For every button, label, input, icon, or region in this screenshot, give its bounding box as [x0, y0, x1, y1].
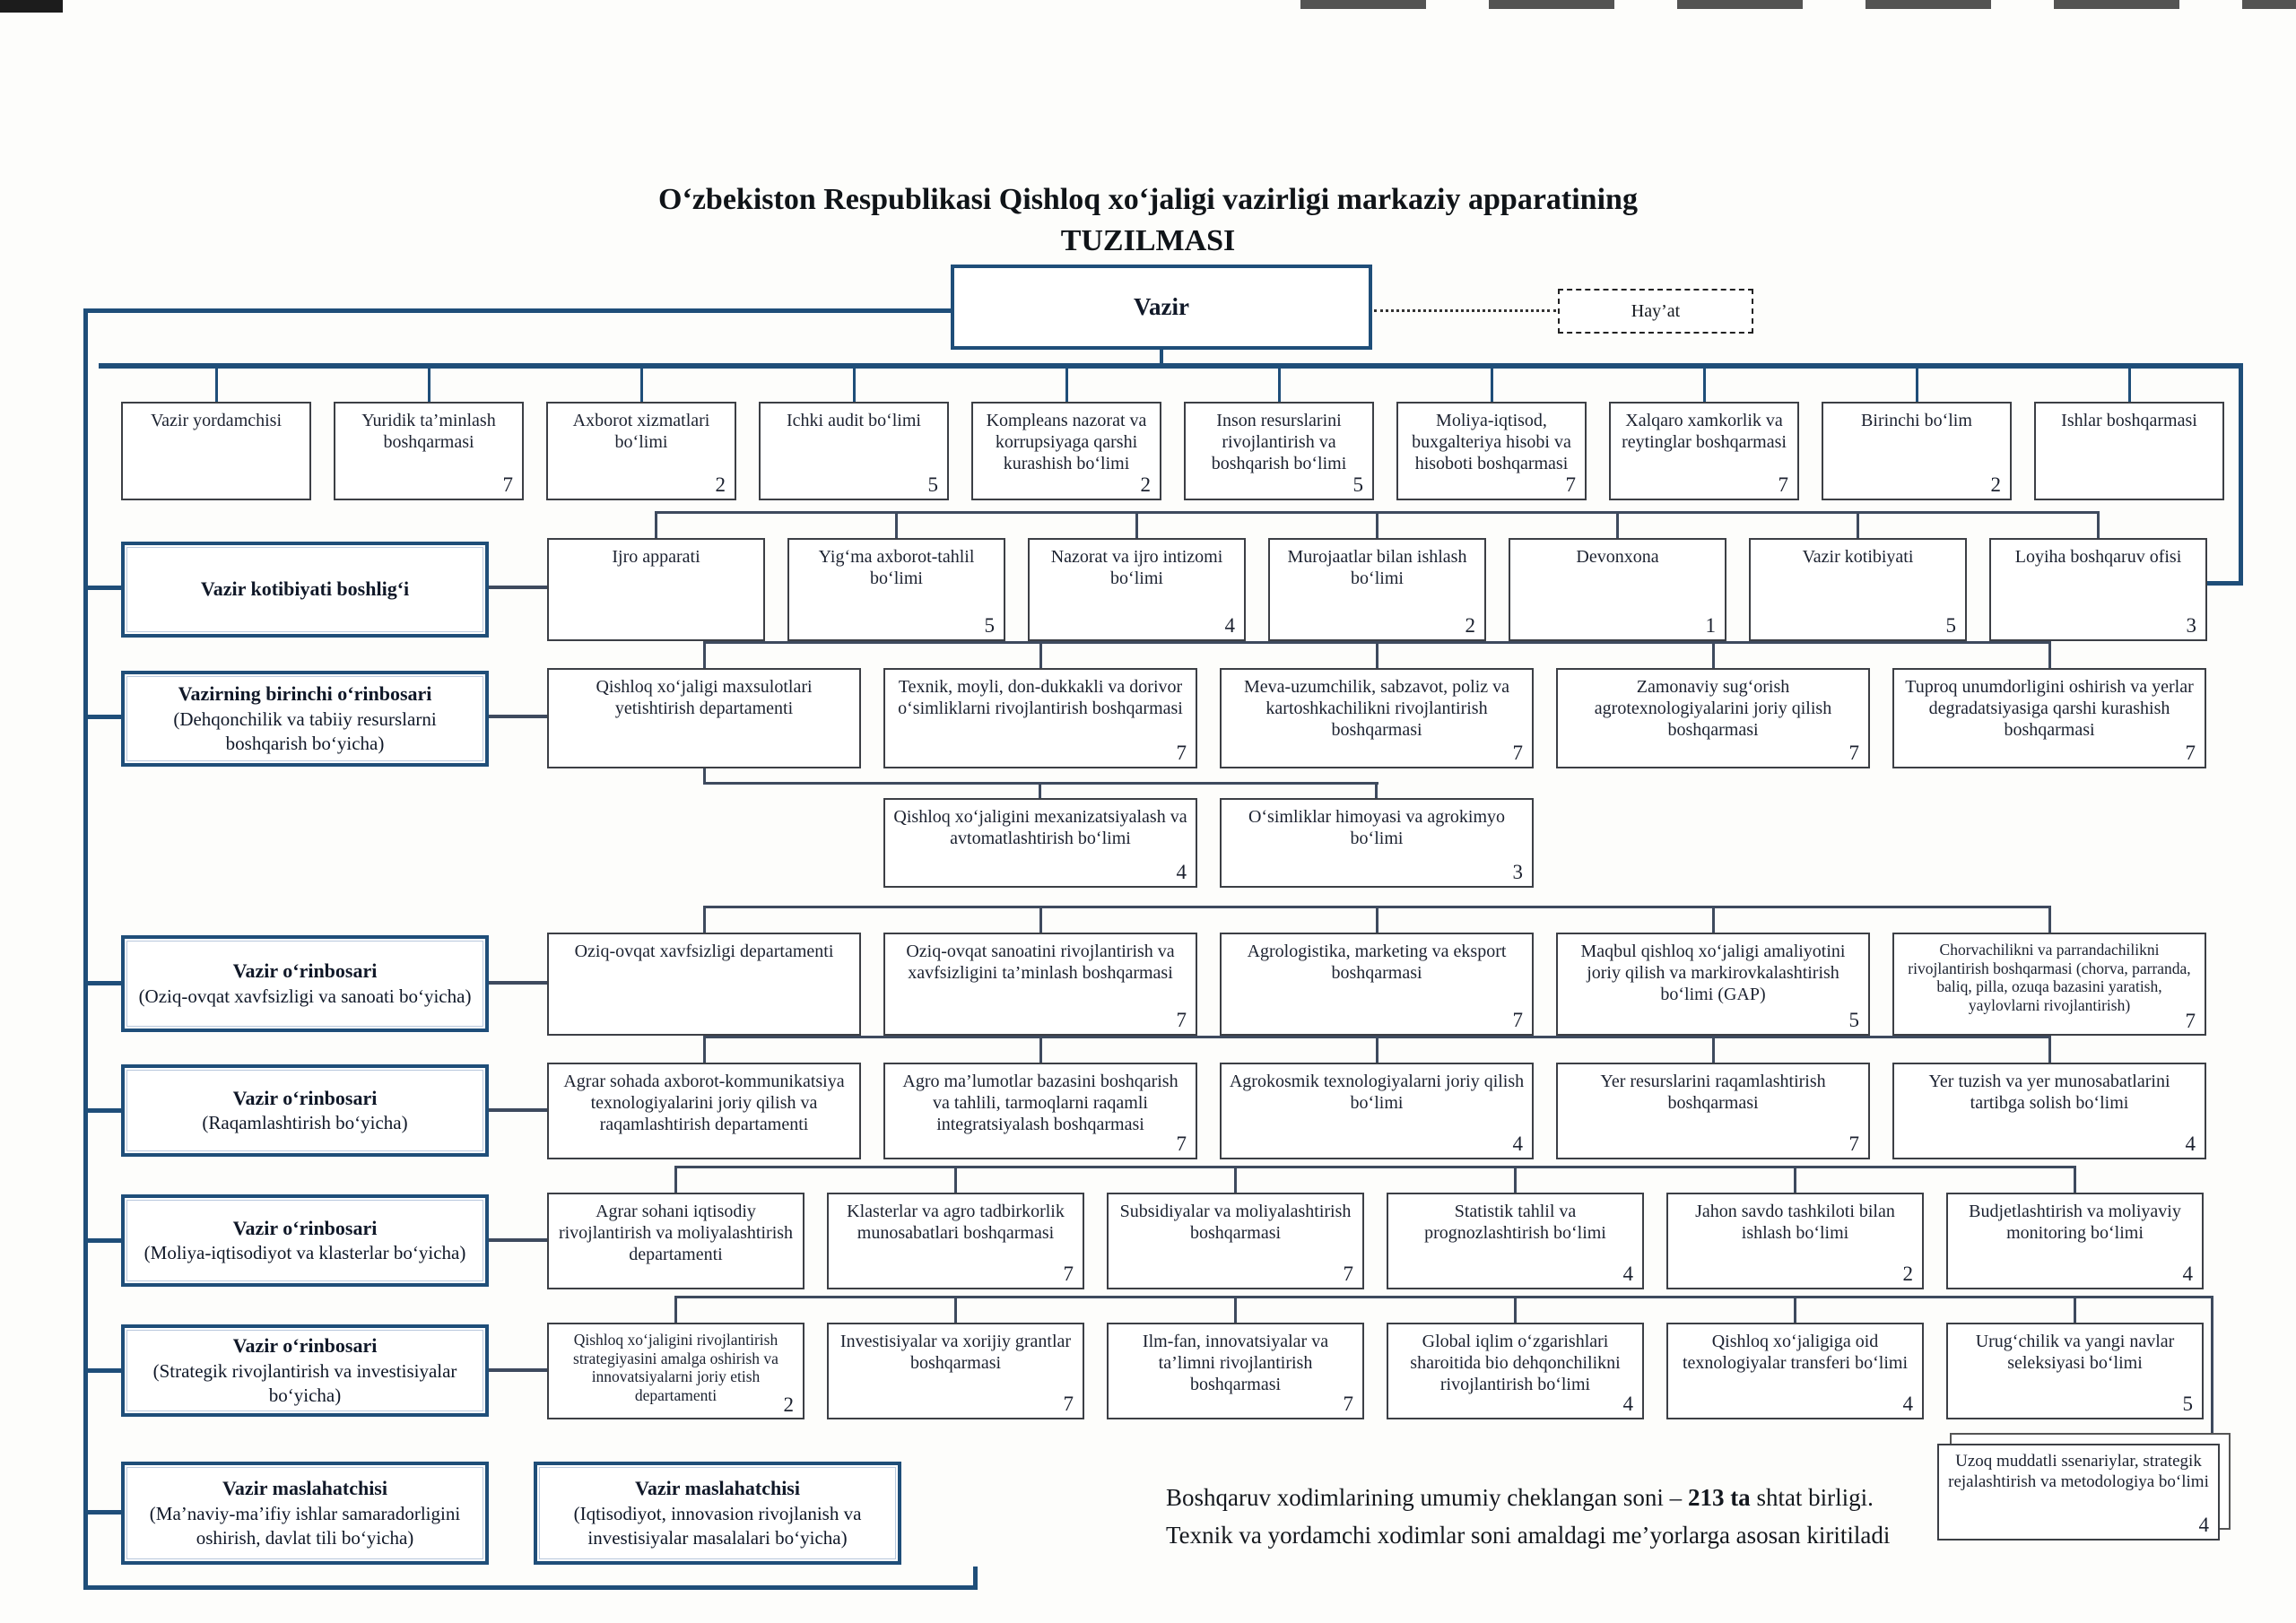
head-vazir-kotibiyati-boshligi: [121, 542, 489, 638]
box-label: Ilm-fan, innovatsiyalar va ta’limni rivojlantirish boshqarmasi: [1142, 1332, 1329, 1394]
box-yigma-axborot-tahlil: [787, 538, 1005, 641]
scan-artifact: [0, 0, 63, 13]
head-orinbosar-oziq-ovqat: [121, 935, 489, 1032]
box-label: Kompleans nazorat va korrupsiyaga qarshi kurashish bo‘limi: [986, 411, 1147, 473]
box-chorvachilik: [1892, 933, 2206, 1036]
box-maxsulot-yetishtirish-dep: [547, 668, 861, 768]
connector: [1794, 1296, 1796, 1323]
box-label: Budjetlashtirish va moliyaviy monitoring bo‘limi: [1969, 1202, 2181, 1243]
box-tuproq-unumdorligi: [1892, 668, 2206, 768]
connector: [703, 768, 706, 783]
box-label: Meva-uzumchilik, sabzavot, poliz va kartoshkachilikni rivojlantirish boshqarmasi: [1243, 677, 1509, 740]
box-label: Loyiha boshqaruv ofisi: [2014, 547, 2182, 567]
connector: [1039, 784, 1041, 798]
staff-count: 4: [1622, 1263, 1633, 1286]
box-label: Agrologistika, marketing va eksport boshqarmasi: [1247, 942, 1507, 983]
head-subtitle: (Raqamlashtirish bo‘yicha): [202, 1112, 408, 1134]
head-subtitle: (Moliya-iqtisodiyot va klasterlar bo‘yicha): [144, 1242, 466, 1264]
box-label: Axborot xizmatlari bo‘limi: [572, 411, 710, 452]
connector: [489, 1368, 547, 1372]
box-label: Vazir kotibiyati: [1802, 547, 1914, 567]
box-agrologistika: [1220, 933, 1534, 1036]
head-title: Vazir o‘rinbosari: [232, 959, 378, 983]
staff-count: 4: [1176, 861, 1187, 884]
connector: [489, 586, 547, 589]
staff-count: 7: [1848, 1133, 1859, 1156]
connector: [853, 366, 856, 402]
staff-count: 7: [1343, 1393, 1353, 1416]
connector: [1039, 1036, 1042, 1063]
box-klasterlar: [827, 1193, 1084, 1289]
box-label: Uzoq muddatli ssenariylar, strategik rejalashtirish va metodologiya bo‘limi: [1948, 1452, 2209, 1491]
connector: [1514, 1296, 1517, 1323]
box-vazir: [951, 265, 1372, 350]
box-birinchi-bolim: [1822, 402, 2012, 500]
head-title: Vazir kotibiyati boshlig‘i: [200, 577, 410, 601]
box-label: Qishloq xo‘jaligini rivojlantirish strategiyasini amalga oshirish va innovatsiyalarni joriy etish departamenti: [573, 1331, 778, 1404]
footnote-text: shtat birligi.: [1750, 1484, 1874, 1511]
head-subtitle: (Iqtisodiyot, innovasion rivojlanish va investisiyalar masalalari bo‘yicha): [573, 1502, 862, 1549]
staff-count: 3: [2186, 614, 2196, 638]
connector: [489, 1238, 547, 1242]
box-ilm-fan: [1107, 1323, 1364, 1419]
box-gap-markirovka: [1556, 933, 1870, 1036]
staff-count: 2: [715, 473, 726, 497]
footnote: [1166, 1480, 1955, 1555]
box-xalqaro-xamkorlik: [1609, 402, 1799, 500]
box-zamonaviy-sugorish: [1556, 668, 1870, 768]
staff-count: 7: [1343, 1263, 1353, 1286]
title-line1: O‘zbekiston Respublikasi Qishloq xo‘jaligi vazirligi markaziy apparatining: [658, 183, 1638, 216]
connector: [2128, 366, 2131, 402]
right-vertical: [2239, 363, 2243, 585]
head-orinbosar-raqamlashtirish: [121, 1064, 489, 1157]
connector: [1234, 1166, 1237, 1193]
box-label: Vazir yordamchisi: [150, 411, 283, 430]
head-subtitle: (Dehqonchilik va tabiiy resurslarni boshqarish bo‘yicha): [173, 707, 437, 754]
box-loyiha-boshqaruv-ofisi: [1989, 538, 2207, 641]
head-subtitle: (Oziq-ovqat xavfsizligi va sanoati bo‘yicha): [138, 985, 472, 1007]
footnote-line2: Texnik va yordamchi xodimlar soni amaldagi me’yorlarga asosan kiritiladi: [1166, 1521, 1891, 1549]
connector: [1278, 366, 1281, 402]
staff-count: 7: [1512, 1009, 1523, 1032]
box-vazir-yordamchisi: [121, 402, 311, 500]
connector: [674, 1166, 677, 1193]
connector: [2211, 1296, 2213, 1442]
head-title: Vazir maslahatchisi: [222, 1476, 387, 1499]
footnote-text: Boshqaruv xodimlarining umumiy cheklangan soni –: [1166, 1484, 1688, 1511]
box-label: Zamonaviy sug‘orish agrotexnologiyalarini joriy qilish boshqarmasi: [1594, 677, 1832, 740]
box-label: Yuridik ta’minlash boshqarmasi: [361, 411, 496, 452]
footnote-line1: [1166, 1480, 1955, 1517]
box-label: Subsidiyalar va moliyalashtirish boshqarmasi: [1119, 1202, 1352, 1243]
box-label: Investisiyalar va xorijiy grantlar boshqarmasi: [839, 1332, 1072, 1373]
staff-count: 7: [1512, 742, 1523, 765]
staff-count: 5: [927, 473, 938, 497]
connector: [1376, 511, 1378, 538]
staff-count: 7: [1778, 473, 1788, 497]
box-ishlar-boshqarmasi: [2034, 402, 2224, 500]
staff-count: 2: [1902, 1263, 1913, 1286]
box-label: Devonxona: [1576, 547, 1659, 567]
connector: [85, 586, 121, 590]
box-yer-tuzish: [1892, 1063, 2206, 1159]
staff-count: 1: [1705, 614, 1716, 638]
head-title: Vazir o‘rinbosari: [232, 1333, 378, 1357]
connector: [1135, 511, 1138, 538]
connector: [1916, 366, 1918, 402]
head-subtitle: (Ma’naviy-ma’ifiy ishlar samaradorligini oshirish, davlat tili bo‘yicha): [149, 1502, 461, 1549]
staff-count: 5: [984, 614, 995, 638]
box-label: Xalqaro xamkorlik va reytinglar boshqarmasi: [1622, 411, 1787, 452]
connector: [954, 1296, 957, 1323]
connector: [674, 1166, 2076, 1168]
vazir-label: Vazir: [1134, 293, 1189, 320]
head-orinbosar-moliya: [121, 1194, 489, 1287]
box-label: Yig‘ma axborot-tahlil bo‘limi: [818, 547, 975, 588]
box-yuridik-taminlash: [334, 402, 524, 500]
box-label: Ichki audit bo‘limi: [787, 411, 921, 430]
head-maslahatchi-manaviy: [121, 1462, 489, 1565]
scan-artifact: [1300, 0, 2296, 9]
box-agro-malumotlar: [883, 1063, 1197, 1159]
box-agrokosmik: [1220, 1063, 1534, 1159]
box-label: Oziq-ovqat xavfsizligi departamenti: [574, 942, 834, 961]
staff-count: 4: [1224, 614, 1235, 638]
box-label: Ijro apparati: [612, 547, 700, 567]
head-subtitle: (Strategik rivojlantirish va investisiyalar bo‘yicha): [152, 1359, 457, 1406]
box-label: Agrar sohada axborot-kommunikatsiya texnologiyalarini joriy qilish va raqamlashtirish departamenti: [563, 1072, 845, 1134]
connector: [1039, 906, 1042, 933]
connector: [1794, 1166, 1796, 1193]
connector: [428, 366, 430, 402]
staff-count: 7: [2185, 742, 2196, 765]
box-texnologiyalar-transferi: [1666, 1323, 1924, 1419]
staff-count: 4: [2198, 1514, 2209, 1537]
connector: [489, 1108, 547, 1112]
box-ijro-apparati: [547, 538, 765, 641]
staff-count: 7: [1176, 1133, 1187, 1156]
box-label: Klasterlar va agro tadbirkorlik munosabatlari boshqarmasi: [847, 1202, 1065, 1243]
connector: [703, 641, 706, 668]
staff-count: 5: [2182, 1393, 2193, 1416]
box-investisiyalar: [827, 1323, 1084, 1419]
staff-count: 7: [1063, 1393, 1074, 1416]
box-label: Chorvachilikni va parrandachilikni rivojlantirish boshqarmasi (chorva, parranda, baliq, pilla, ozuqa bazasini yaratish, yaylovlarni rivojlantirish): [1908, 941, 2191, 1014]
box-oziq-ovqat-sanoati: [883, 933, 1197, 1036]
box-meva-uzumchilik: [1220, 668, 1534, 768]
box-inson-resurslari: [1184, 402, 1374, 500]
connector: [640, 366, 643, 402]
box-label: Agrokosmik texnologiyalarni joriy qilish bo‘limi: [1229, 1072, 1525, 1113]
head-title: Vazir o‘rinbosari: [232, 1086, 378, 1109]
head-title: Vazirning birinchi o‘rinbosari: [178, 681, 432, 705]
connector-vazir-hayat: [1374, 309, 1556, 312]
box-label: Tuproq unumdorligini oshirish va yerlar degradatsiyasiga qarshi kurashish boshqarmasi: [1905, 677, 2194, 740]
head-title: Vazir maslahatchisi: [635, 1476, 800, 1499]
connector: [895, 511, 898, 538]
box-budjetlashtirish: [1946, 1193, 2204, 1289]
box-akt-raqamlashtirish-dep: [547, 1063, 861, 1159]
box-label: Jahon savdo tashkiloti bilan ishlash bo‘limi: [1695, 1202, 1895, 1243]
connector: [2074, 1296, 2076, 1323]
hayat-label: Hay’at: [1631, 300, 1681, 321]
staff-count: 2: [1990, 473, 2001, 497]
bottom-line: [83, 1585, 978, 1590]
box-label: Birinchi bo‘lim: [1861, 411, 1972, 430]
connector: [1376, 906, 1378, 933]
box-label: Maqbul qishloq xo‘jaligi amaliyotini joriy qilish va markirovkalashtirish bo‘limi (GAP): [1580, 942, 1846, 1004]
staff-count: 7: [1848, 742, 1859, 765]
box-strategiya-innovatsiya-dep: [547, 1323, 804, 1419]
box-label: Qishloq xo‘jaligiga oid texnologiyalar transferi bo‘limi: [1682, 1332, 1909, 1373]
connector: [1712, 641, 1715, 668]
staff-count: 4: [2182, 1263, 2193, 1286]
connector: [703, 1036, 706, 1063]
connector: [85, 1368, 121, 1373]
connector: [489, 981, 547, 985]
title-line2: TUZILMASI: [1060, 223, 1236, 257]
box-yer-resurslari: [1556, 1063, 1870, 1159]
connector: [655, 511, 657, 538]
box-label: Qishloq xo‘jaligini mexanizatsiyalash va avtomatlashtirish bo‘limi: [893, 807, 1187, 848]
box-label: Agrar sohani iqtisodiy rivojlantirish va moliyalashtirish departamenti: [558, 1202, 794, 1264]
staff-count: 5: [1848, 1009, 1859, 1032]
connector: [1491, 366, 1493, 402]
connector: [1234, 1296, 1237, 1323]
staff-count: 7: [1176, 1009, 1187, 1032]
staff-count: 7: [502, 473, 513, 497]
connector: [1703, 366, 1706, 402]
box-label: Statistik tahlil va prognozlashtirish bo‘limi: [1424, 1202, 1606, 1243]
box-label: Oziq-ovqat sanoatini rivojlantirish va xavfsizligini ta’minlash boshqarmasi: [906, 942, 1175, 983]
staff-count: 3: [1512, 861, 1523, 884]
box-label: Global iqlim o‘zgarishlari sharoitida bio dehqonchilikni rivojlantirish bo‘limi: [1410, 1332, 1621, 1394]
connector: [2048, 1036, 2051, 1063]
box-axborot-xizmatlari: [546, 402, 736, 500]
box-murojaatlar: [1268, 538, 1486, 641]
right-elbow: [2207, 581, 2243, 586]
staff-count: 7: [1176, 742, 1187, 765]
box-label: Agro ma’lumotlar bazasini boshqarish va tahlili, tarmoqlarni raqamli integratsiyalash boshqarmasi: [902, 1072, 1178, 1134]
connector: [1616, 511, 1619, 538]
box-jahon-savdo: [1666, 1193, 1924, 1289]
box-hayat: [1558, 289, 1753, 334]
connector: [1712, 906, 1715, 933]
connector: [2074, 1166, 2076, 1193]
connector: [85, 981, 121, 985]
connector: [1039, 641, 1042, 668]
box-label: Ishlar boshqarmasi: [2061, 411, 2197, 430]
top-bus: [99, 363, 2243, 369]
connector: [1376, 1036, 1378, 1063]
connector: [215, 366, 218, 402]
box-label: Murojaatlar bilan ishlash bo‘limi: [1287, 547, 1467, 588]
box-oziq-ovqat-xavfsizligi-dep: [547, 933, 861, 1036]
box-urugchilik: [1946, 1323, 2204, 1419]
staff-count: 2: [1140, 473, 1151, 497]
trunk-left: [83, 308, 88, 1590]
box-ichki-audit: [759, 402, 949, 500]
box-label: Inson resurslarini rivojlantirish va boshqarish bo‘limi: [1211, 411, 1347, 473]
box-label: Yer resurslarini raqamlashtirish boshqarmasi: [1600, 1072, 1826, 1113]
connector: [1376, 641, 1378, 668]
box-statistik-tahlil: [1387, 1193, 1644, 1289]
box-devonxona: [1509, 538, 1726, 641]
connector: [489, 715, 547, 718]
box-label: Yer tuzish va yer munosabatlarini tartibga solish bo‘limi: [1928, 1072, 2170, 1113]
box-subsidiyalar: [1107, 1193, 1364, 1289]
connector: [954, 1166, 957, 1193]
box-osimliklar-himoyasi: [1220, 798, 1534, 888]
box-label: Nazorat va ijro intizomi bo‘limi: [1050, 547, 1223, 588]
box-nazorat-ijro-intizomi: [1028, 538, 1246, 641]
staff-count: 7: [1565, 473, 1576, 497]
box-label: O‘simliklar himoyasi va agrokimyo bo‘limi: [1248, 807, 1506, 848]
box-global-iqlim: [1387, 1323, 1644, 1419]
box-moliya-iqtisod: [1396, 402, 1587, 500]
staff-count: 4: [1902, 1393, 1913, 1416]
connector: [674, 1296, 2213, 1298]
connector: [85, 1238, 121, 1243]
box-label: Urug‘chilik va yangi navlar seleksiyasi bo‘limi: [1975, 1332, 2175, 1373]
staff-count: 2: [1465, 614, 1475, 638]
staff-count: 5: [1352, 473, 1363, 497]
page-title: [0, 179, 2296, 262]
bottom-stub: [973, 1567, 978, 1590]
connector: [2048, 906, 2051, 933]
connector: [1065, 366, 1068, 402]
box-iqtisodiy-rivojlantirish-dep: [547, 1193, 804, 1289]
staff-count: 4: [1512, 1133, 1523, 1156]
staff-count: 5: [1945, 614, 1956, 638]
trunk-top-horizontal: [83, 308, 954, 313]
staff-count: 7: [2185, 1009, 2196, 1032]
staff-count: 4: [2185, 1133, 2196, 1156]
box-texnik-moyli: [883, 668, 1197, 768]
box-kompleans-nazorat: [971, 402, 1161, 500]
box-label: Texnik, moyli, don-dukkakli va dorivor o‘simliklarni rivojlantirish boshqarmasi: [898, 677, 1183, 718]
head-title: Vazir o‘rinbosari: [232, 1216, 378, 1239]
staff-count: 2: [783, 1393, 794, 1416]
staff-count: 4: [1622, 1393, 1633, 1416]
head-maslahatchi-iqtisodiyot: [534, 1462, 901, 1565]
box-label: Qishloq xo‘jaligi maxsulotlari yetishtirish departamenti: [596, 677, 813, 718]
connector: [1375, 784, 1378, 798]
connector: [85, 715, 121, 719]
connector: [1857, 511, 1859, 538]
head-birinchi-orinbosar: [121, 671, 489, 767]
box-vazir-kotibiyati: [1749, 538, 1967, 641]
connector: [674, 1296, 677, 1323]
connector: [85, 1510, 121, 1515]
box-mexanizatsiyalash: [883, 798, 1197, 888]
connector: [2048, 641, 2051, 668]
head-orinbosar-strategik: [121, 1324, 489, 1417]
connector: [703, 906, 706, 933]
connector: [2097, 511, 2100, 538]
staff-count: 7: [1063, 1263, 1074, 1286]
connector: [1712, 1036, 1715, 1063]
connector: [1514, 1166, 1517, 1193]
box-uzoq-muddatli-ssenariylar: [1937, 1444, 2220, 1541]
box-label: Moliya-iqtisod, buxgalteriya hisobi va hisoboti boshqarmasi: [1412, 411, 1571, 473]
footnote-bold: 213 ta: [1687, 1484, 1751, 1511]
connector: [85, 1108, 121, 1113]
